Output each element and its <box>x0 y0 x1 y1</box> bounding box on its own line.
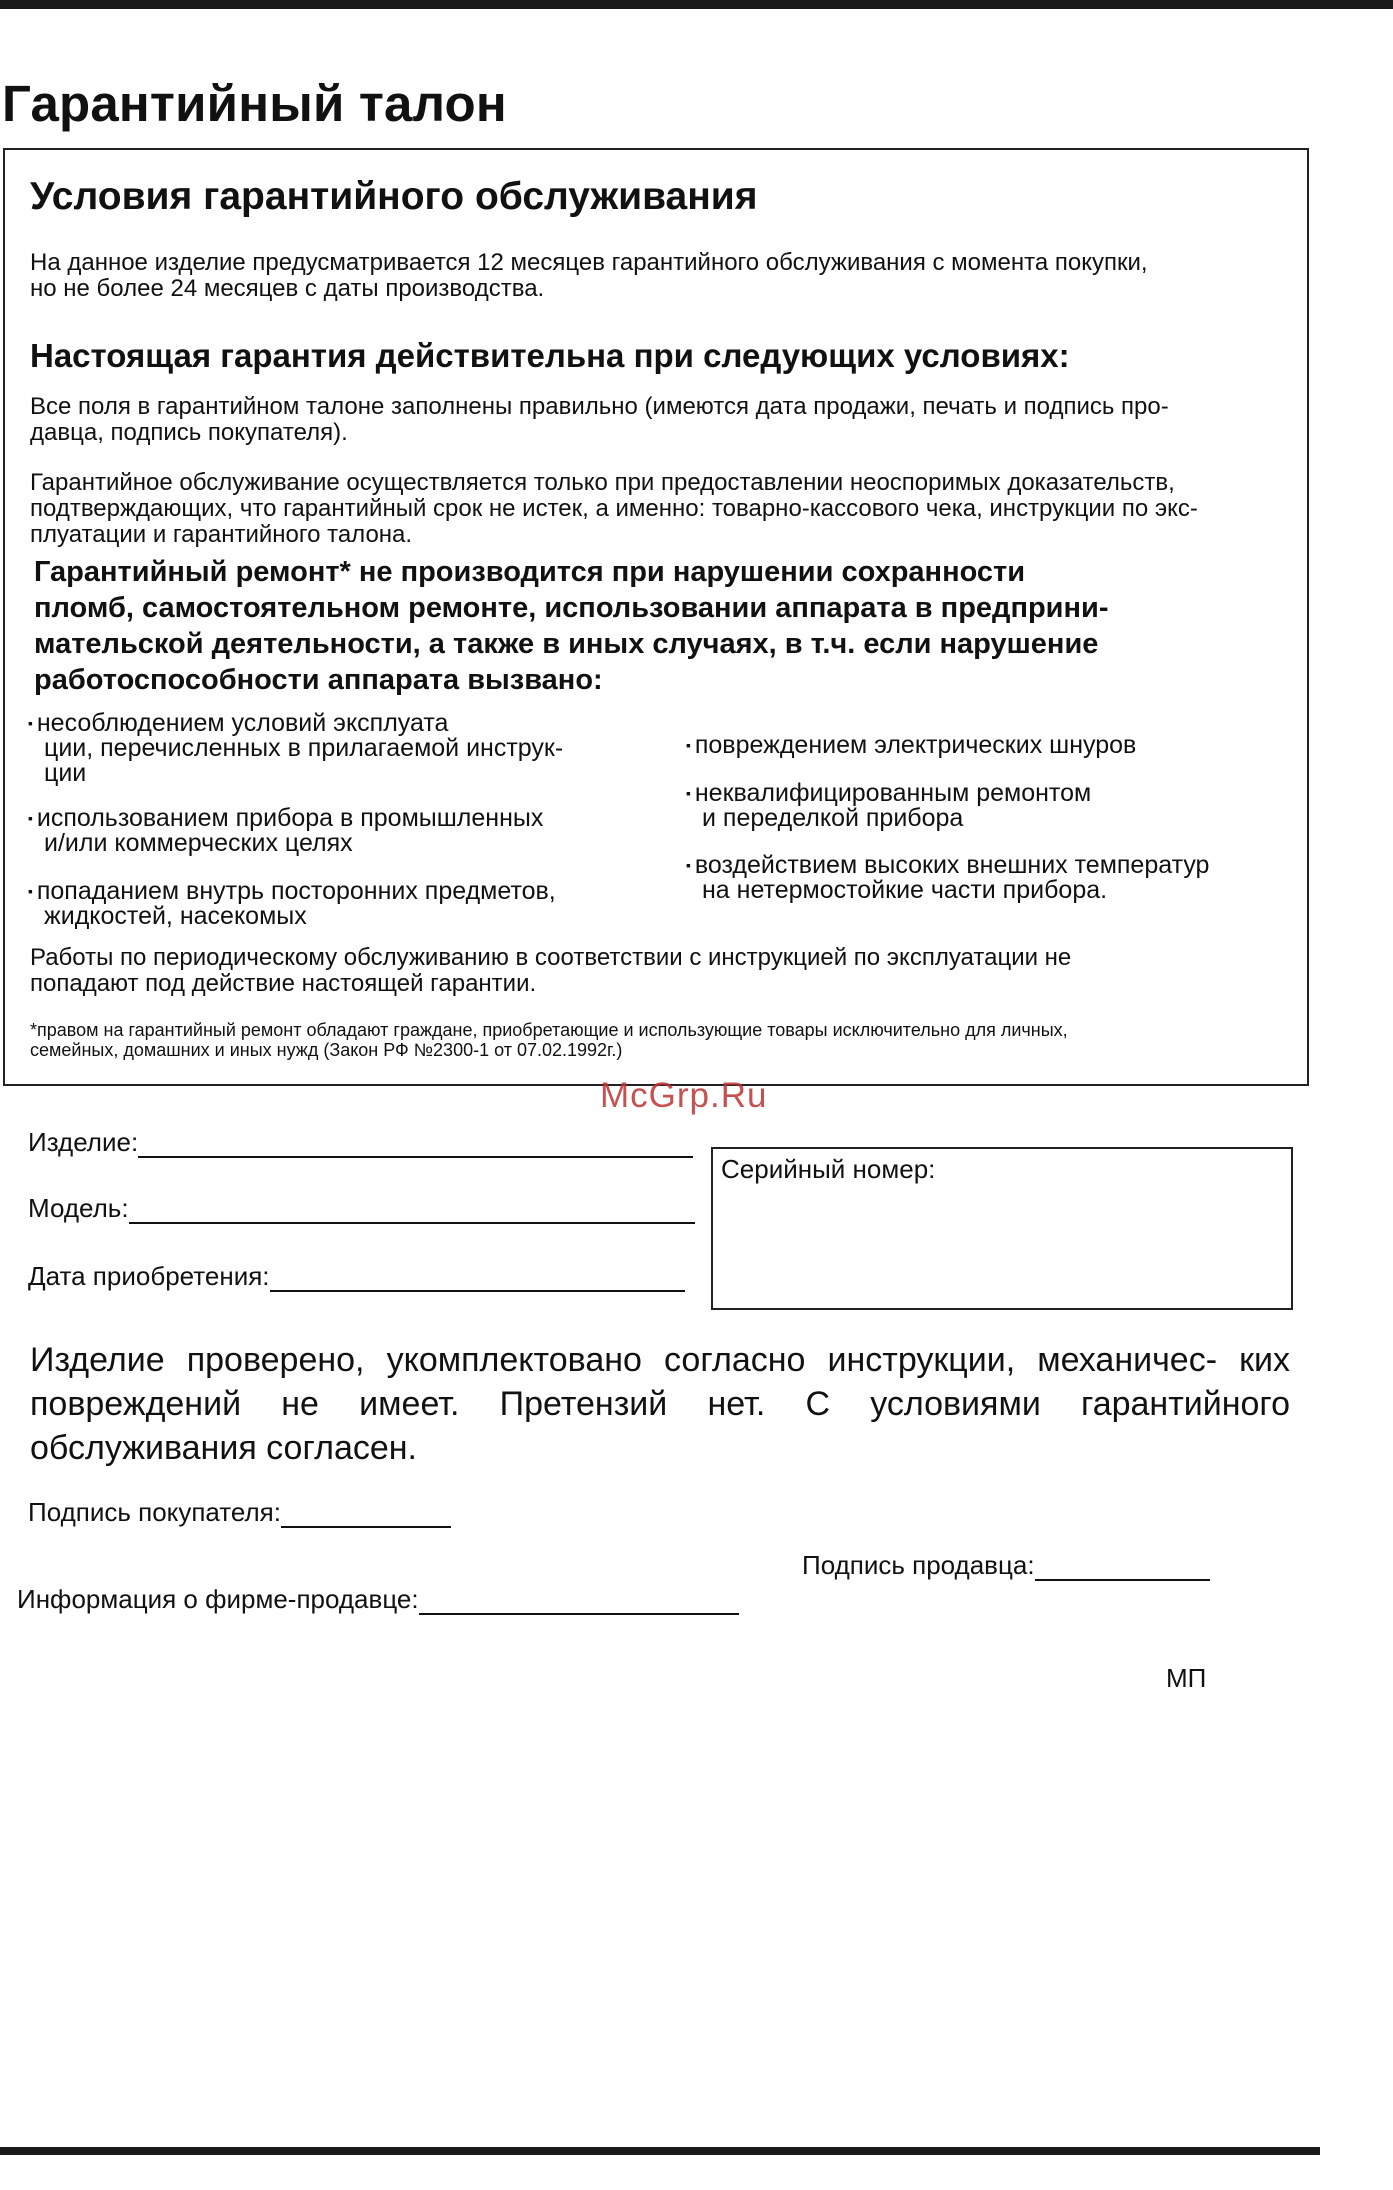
maintenance-line: Работы по периодическому обслуживанию в соответствии с инструкцией по эксплуатации не <box>30 944 1072 971</box>
model-label: Модель: <box>28 1193 129 1223</box>
purchase-date-label: Дата приобретения: <box>28 1261 270 1291</box>
maintenance-line: попадают под действие настоящей гарантии. <box>30 970 537 997</box>
bullet-item: ▪ попаданием внутрь посторонних предметов, жидкостей, насекомых <box>28 879 664 929</box>
bottom-rule <box>0 2147 1320 2155</box>
serial-number-box[interactable] <box>711 1147 1293 1310</box>
intro-line: На данное изделие предусматривается 12 месяцев гарантийного обслуживания с момента покупки, <box>30 249 1148 276</box>
serial-number-label: Серийный номер: <box>721 1154 936 1184</box>
footnote <box>30 1020 1068 1060</box>
bullet-item: ▪ неквалифицированным ремонтом и переделкой прибора <box>686 781 1322 831</box>
maintenance-text <box>30 945 1071 997</box>
purchase-date-input-line[interactable] <box>270 1268 685 1292</box>
watermark: McGrp.Ru <box>600 1076 768 1115</box>
acceptance-statement: Изделие проверено, укомплектовано согласно инструкции, механичес- ких повреждений не имеет. Претензий нет. С условиями гарантийного обслуживания согласен. <box>30 1341 1290 1467</box>
bullet-item: ▪ несоблюдением условий эксплуата ции, перечисленных в прилагаемой инструк- ции <box>28 711 664 786</box>
bullet-item: ▪ повреждением электрических шнуров <box>686 733 1322 758</box>
repair-notice <box>34 554 1109 698</box>
page-title: Гарантийный талон <box>2 75 507 132</box>
conditions-subheading: Настоящая гарантия действительна при следующих условиях: <box>30 337 1070 374</box>
seller-info-label: Информация о фирме-продавце: <box>17 1584 419 1614</box>
conditions-heading: Условия гарантийного обслуживания <box>30 175 758 218</box>
bullet-item: ▪ использованием прибора в промышленных и/или коммерческих целях <box>28 806 664 856</box>
intro-text <box>30 250 1148 302</box>
seller-info-line[interactable] <box>419 1591 739 1615</box>
notice-line: работоспособности аппарата вызвано: <box>34 664 603 696</box>
seller-signature-field <box>802 1550 1210 1581</box>
seller-signature-line[interactable] <box>1035 1557 1210 1581</box>
product-field <box>28 1127 693 1158</box>
intro-line: но не более 24 месяцев с даты производства. <box>30 275 545 302</box>
notice-line: Гарантийный ремонт* не производится при нарушении сохранности <box>34 556 1026 588</box>
seller-signature-label: Подпись продавца: <box>802 1550 1035 1580</box>
para-line: плуатации и гарантийного талона. <box>30 521 413 548</box>
buyer-signature-field <box>28 1497 451 1528</box>
buyer-signature-label: Подпись покупателя: <box>28 1497 281 1527</box>
footnote-line: *правом на гарантийный ремонт обладают граждане, приобретающие и использующие товары исключительно для личных, <box>30 1020 1068 1040</box>
para-line: Гарантийное обслуживание осуществляется только при предоставлении неоспоримых доказательств, <box>30 469 1175 496</box>
product-label: Изделие: <box>28 1127 139 1157</box>
para-line: Все поля в гарантийном талоне заполнены правильно (имеются дата продажи, печать и подпись про- <box>30 393 1169 420</box>
buyer-signature-line[interactable] <box>281 1504 451 1528</box>
model-field <box>28 1193 695 1224</box>
notice-line: мательской деятельности, а также в иных случаях, в т.ч. если нарушение <box>34 628 1099 660</box>
para-line: давца, подпись покупателя). <box>30 419 348 446</box>
purchase-date-field <box>28 1261 685 1292</box>
model-input-line[interactable] <box>129 1200 695 1224</box>
bullet-item: ▪ воздействием высоких внешних температур на нетермостойкие части прибора. <box>686 853 1322 903</box>
para-proof <box>30 470 1300 548</box>
para-fields <box>30 394 1169 446</box>
notice-line: пломб, самостоятельном ремонте, использовании аппарата в предприни- <box>34 592 1109 624</box>
para-line: подтверждающих, что гарантийный срок не истек, а именно: товарно-кассового чека, инструкции по экс- <box>30 495 1198 522</box>
footnote-line: семейных, домашних и иных нужд (Закон РФ №2300-1 от 07.02.1992г.) <box>30 1040 623 1060</box>
top-rule <box>0 0 1393 9</box>
product-input-line[interactable] <box>138 1134 693 1158</box>
stamp-label: МП <box>1166 1663 1207 1693</box>
seller-info-field <box>17 1584 739 1615</box>
